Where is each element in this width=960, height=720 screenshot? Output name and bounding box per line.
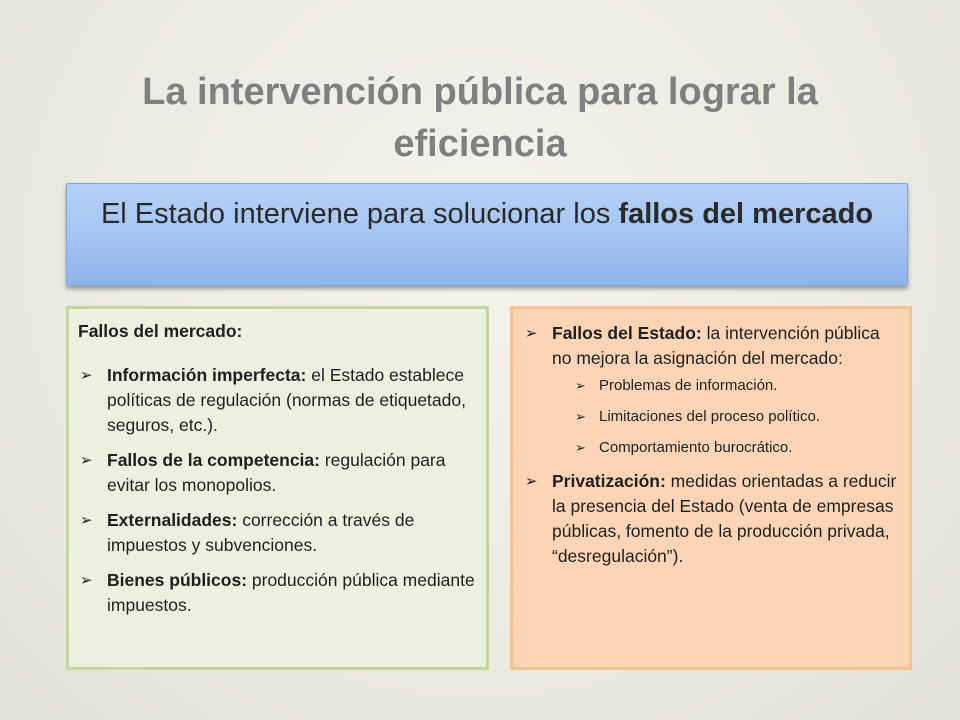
arrow-bullet-icon: ➢ — [80, 452, 93, 469]
slide-title: La intervención pública para lograr la eficiencia — [142, 71, 818, 165]
item-text: producción pública mediante impuestos. — [107, 570, 475, 615]
list-item — [523, 469, 901, 569]
list-item — [523, 321, 901, 458]
sublist-item — [552, 438, 901, 458]
item-term: Fallos del Estado: — [552, 323, 702, 343]
state-failures-box — [510, 306, 912, 670]
item-text: corrección a través de impuestos y subvenciones. — [107, 510, 415, 555]
sublist-item-text: Problemas de información. — [599, 377, 778, 394]
sublist-item-text: Limitaciones del proceso político. — [599, 408, 820, 425]
market-failures-heading: Fallos del mercado: — [78, 321, 243, 341]
item-term: Externalidades: — [107, 510, 238, 530]
arrow-bullet-icon: ➢ — [525, 325, 538, 342]
list-item — [78, 448, 478, 498]
sublist-item-text: Comportamiento burocrático. — [599, 439, 793, 456]
sublist-item — [552, 407, 901, 427]
item-text: regulación para evitar los monopolios. — [107, 450, 446, 495]
item-term: Fallos de la competencia: — [107, 450, 320, 470]
state-failures-list — [523, 321, 901, 569]
list-item — [78, 508, 478, 558]
arrow-bullet-icon: ➢ — [80, 512, 93, 529]
state-failures-sublist — [552, 376, 901, 458]
arrow-bullet-icon: ➢ — [575, 378, 586, 393]
item-text: medidas orientadas a reducir la presencia del Estado (venta de empresas públicas, fomento de la producción privada, “desregulación”). — [552, 471, 897, 566]
arrow-bullet-icon: ➢ — [575, 409, 586, 424]
list-item — [78, 363, 478, 438]
arrow-bullet-icon: ➢ — [80, 367, 93, 384]
item-term: Privatización: — [552, 471, 666, 491]
sublist-item — [552, 376, 901, 396]
market-failures-box — [66, 306, 489, 670]
arrow-bullet-icon: ➢ — [525, 473, 538, 490]
item-text: la intervención pública no mejora la asignación del mercado: — [552, 323, 880, 368]
arrow-bullet-icon: ➢ — [80, 572, 93, 589]
item-text: el Estado establece políticas de regulación (normas de etiquetado, seguros, etc.). — [107, 365, 466, 435]
item-term: Información imperfecta: — [107, 365, 307, 385]
market-failures-list — [78, 363, 478, 618]
list-item — [78, 568, 478, 618]
banner-text: El Estado interviene para solucionar los — [100, 198, 619, 230]
banner-bold: fallos del mercado — [618, 198, 874, 230]
banner — [66, 183, 908, 286]
item-term: Bienes públicos: — [107, 570, 248, 590]
arrow-bullet-icon: ➢ — [575, 440, 586, 455]
